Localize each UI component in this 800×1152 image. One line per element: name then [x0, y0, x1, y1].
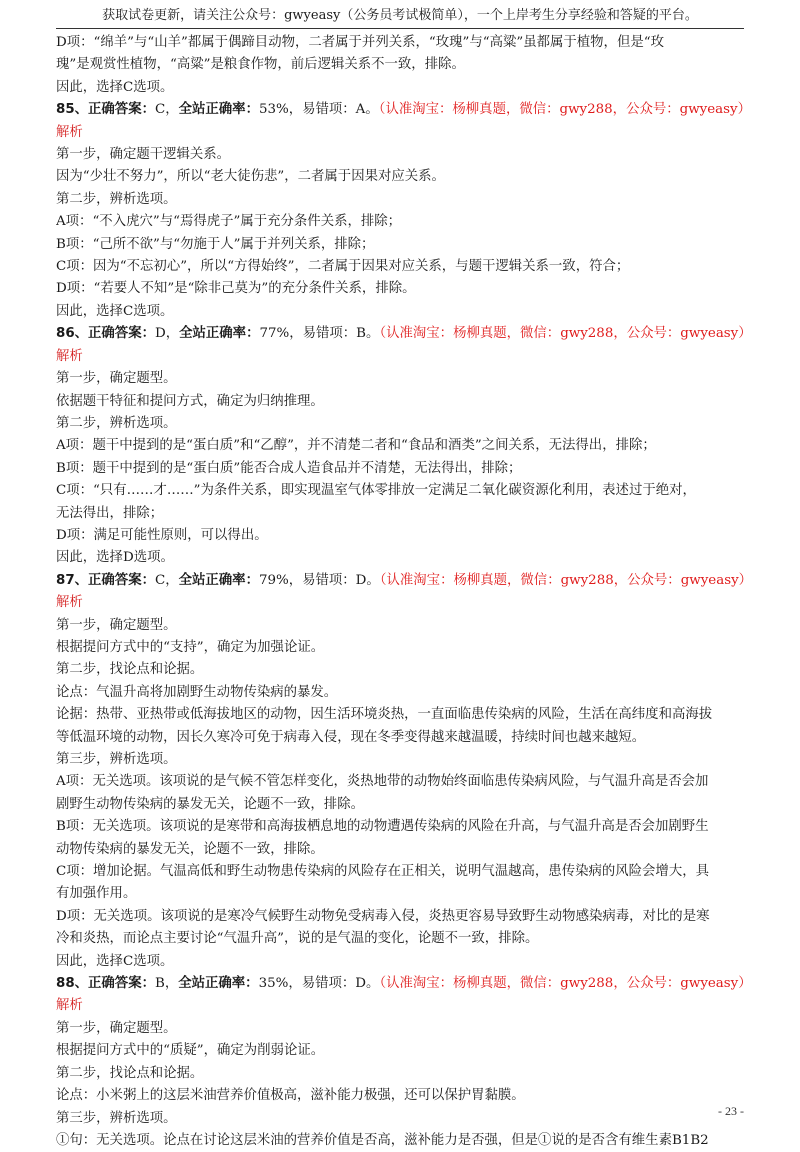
text-line: 第一步，确定题干逻辑关系。 [56, 147, 231, 163]
answer-value: C， [154, 102, 179, 118]
text-line: 第一步，确定题型。 [56, 1020, 177, 1036]
answer-label: 正确答案： [88, 572, 155, 588]
text-line: 第二步，找论点和论据。 [56, 662, 204, 678]
text-line: D项：满足可能性原则，可以得出。 [56, 527, 268, 543]
question-number: 87、 [56, 572, 89, 588]
page-content [56, 32, 753, 1152]
accuracy-label: 全站正确率： [178, 102, 259, 118]
text-line: 第三步，辨析选项。 [56, 1110, 177, 1126]
text-line: 根据提问方式中的“质疑”，确定为削弱论证。 [56, 1043, 325, 1059]
question-number: 88、 [56, 976, 89, 992]
text-line: 因此，选择C选项。 [56, 303, 174, 319]
text-line: B项：“己所不欲”与“勿施于人”属于并列关系，排除； [56, 236, 375, 252]
question-number: 86、 [56, 326, 89, 342]
text-line: B项：题干中提到的是“蛋白质”能否合成人造食品并不清楚，无法得出，排除； [56, 460, 522, 476]
text-line: C项：因为“不忘初心”，所以“方得始终”，二者属于因果对应关系，与题干逻辑关系一致，符合； [56, 259, 630, 275]
answer-value: C， [154, 572, 179, 588]
text-line: 因此，选择C选项。 [56, 953, 174, 969]
text-line: 因此，选择C选项。 [56, 79, 174, 95]
answer-value: D， [154, 326, 180, 342]
question-answer-header [56, 973, 752, 995]
analysis-heading: 解析 [56, 595, 83, 611]
question-answer-header [56, 570, 753, 592]
accuracy-value: 79%，易错项：D。 [258, 572, 380, 588]
text-line: 因此，选择D选项。 [56, 550, 174, 566]
accuracy-label: 全站正确率： [179, 326, 260, 342]
text-line: A项：无关选项。该项说的是气候不管怎样变化，炎热地带的动物始终面临患传染病风险，与气温升高是否会加 [56, 774, 709, 790]
question-number: 85、 [56, 102, 89, 118]
analysis-heading: 解析 [56, 348, 83, 364]
text-line: 因为“少壮不努力”，所以“老大徒伤悲”，二者属于因果对应关系。 [56, 169, 445, 185]
accuracy-value: 53%，易错项：A。 [258, 102, 379, 118]
text-line: 第二步，辨析选项。 [56, 415, 177, 431]
text-line: ①句：无关选项。论点在讨论这层米油的营养价值是否高，滋补能力是否强，但是①说的是否含有维生素B1B2 [56, 1132, 709, 1148]
text-line: 第三步，辨析选项。 [56, 752, 177, 767]
text-line: 第一步，确定题型。 [56, 617, 177, 633]
answer-label: 正确答案： [88, 326, 155, 342]
text-line: 论点：气温升高将加剧野生动物传染病的暴发。 [56, 684, 338, 700]
text-line: D项：“若要人不知”是“除非己莫为”的充分条件关系，排除。 [56, 281, 416, 297]
text-line: A项：“不入虎穴”与“焉得虎子”属于充分条件关系，排除； [56, 214, 402, 230]
promo-text: （认准淘宝：杨柳真题，微信：gwy288，公众号：gwyeasy） [379, 572, 753, 588]
text-line: 论点：小米粥上的这层米油营养价值极高，滋补能力极强，还可以保护胃黏膜。 [56, 1088, 525, 1104]
text-line: 动物传染病的暴发无关，论题不一致，排除。 [56, 841, 324, 857]
text-line: 第一步，确定题型。 [56, 371, 177, 387]
accuracy-label: 全站正确率： [178, 572, 259, 588]
promo-text: （认准淘宝：杨柳真题，微信：gwy288，公众号：gwyeasy） [379, 976, 752, 992]
text-line: B项：无关选项。该项说的是寒带和高海拔栖息地的动物遭遇传染病的风险在升高，与气温升高是否会加剧野生 [56, 819, 709, 835]
text-line: D项：无关选项。该项说的是寒冷气候野生动物免受病毒入侵，炎热更容易导致野生动物感染病毒，对比的是寒 [56, 908, 710, 924]
analysis-heading: 解析 [56, 124, 83, 140]
text-line: 无法得出，排除； [56, 505, 164, 521]
accuracy-value: 77%，易错项：B。 [259, 326, 380, 342]
text-line: 第二步，辨析选项。 [56, 191, 177, 207]
text-line: 剧野生动物传染病的暴发无关，论题不一致，排除。 [56, 796, 364, 812]
text-line: 等低温环境的动物，因长久寒冷可免于病毒入侵，现在冬季变得越来越温暖，持续时间也越来越短。 [56, 729, 646, 745]
promo-text: （认准淘宝：杨柳真题，微信：gwy288，公众号：gwyeasy） [378, 102, 751, 118]
answer-label: 正确答案： [88, 976, 155, 992]
question-answer-header [56, 99, 751, 121]
text-line: D项：“绵羊”与“山羊”都属于偶蹄目动物，二者属于并列关系，“玫瑰”与“高粱”虽都属于植物，但是“玫 [56, 35, 664, 50]
question-answer-header [56, 323, 752, 345]
text-line: C项：“只有……才……”为条件关系，即实现温室气体零排放一定满足二氧化碳资源化利用，表述过于绝对， [56, 483, 696, 499]
answer-label: 正确答案： [88, 102, 155, 118]
text-line: C项：增加论据。气温高低和野生动物患传染病的风险存在正相关，说明气温越高，患传染病的风险会增大，具 [56, 864, 709, 880]
text-line: 第二步，找论点和论据。 [56, 1065, 204, 1081]
text-line: 冷和炎热，而论点主要讨论“气温升高”，说的是气温的变化，论题不一致，排除。 [56, 931, 539, 947]
promo-text: （认准淘宝：杨柳真题，微信：gwy288，公众号：gwyeasy） [379, 326, 752, 342]
page-number: - 23 - [718, 1104, 744, 1118]
accuracy-value: 35%，易错项：D。 [258, 976, 380, 992]
analysis-heading: 解析 [56, 998, 83, 1014]
answer-value: B， [154, 976, 179, 992]
page-header: 获取试卷更新，请关注公众号：gwyeasy（公务员考试极简单），一个上岸考生分享经验和答疑的平台。 [56, 6, 744, 29]
text-line: 有加强作用。 [56, 886, 137, 902]
text-line: 根据提问方式中的“支持”，确定为加强论证。 [56, 639, 325, 655]
accuracy-label: 全站正确率： [178, 976, 259, 992]
text-line: 瑰”是观赏性植物，“高粱”是粮食作物，前后逻辑关系不一致，排除。 [56, 57, 465, 73]
text-line: A项：题干中提到的是“蛋白质”和“乙醇”，并不清楚二者和“食品和酒类”之间关系，无法得出，排除； [56, 438, 656, 454]
text-line: 依据题干特征和提问方式，确定为归纳推理。 [56, 393, 324, 409]
text-line: 论据：热带、亚热带或低海拔地区的动物，因生活环境炎热，一直面临患传染病的风险，生活在高纬度和高海拔 [56, 707, 713, 723]
